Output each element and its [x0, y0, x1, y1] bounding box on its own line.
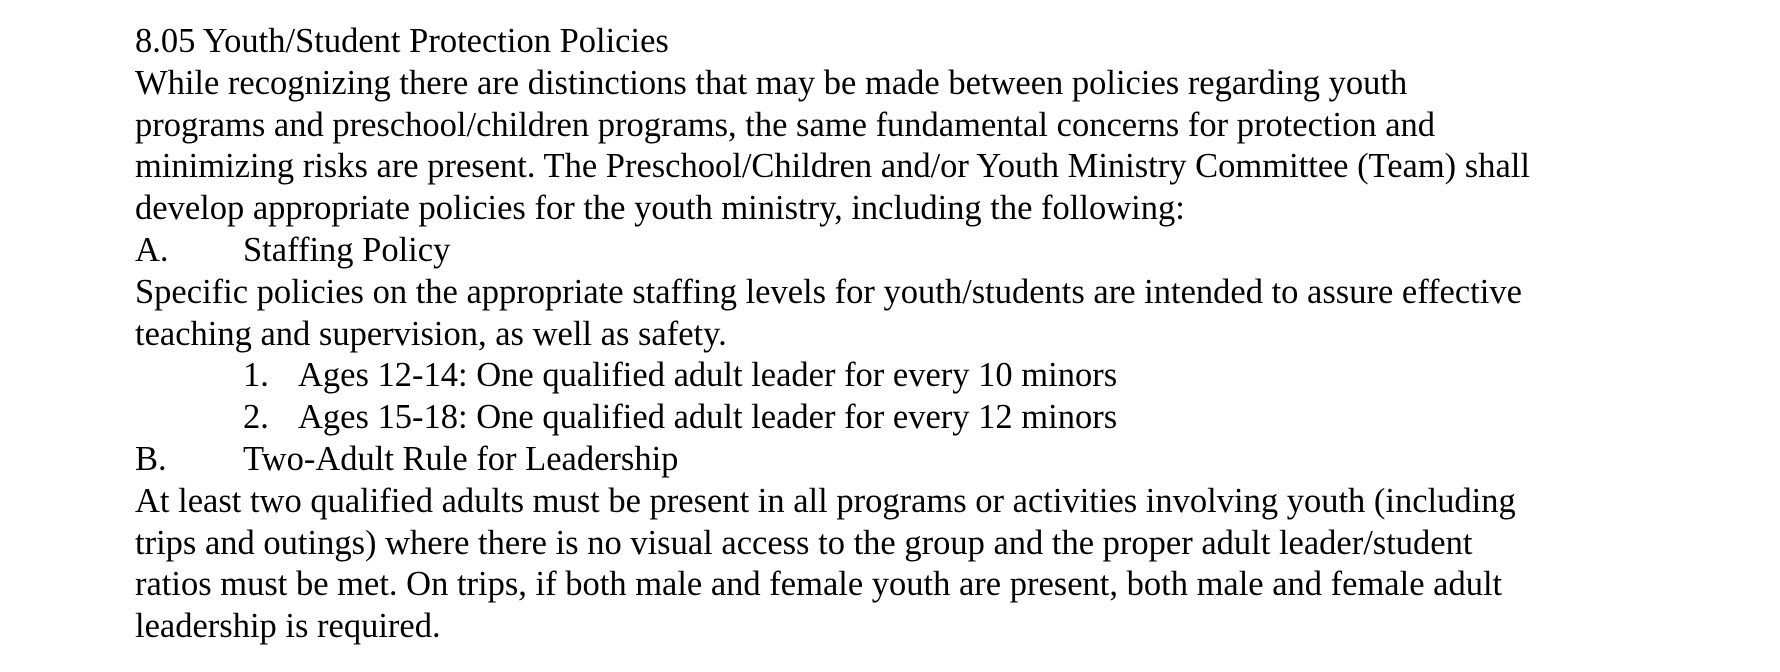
subsection-a-title: Staffing Policy	[243, 230, 451, 269]
subsection-b-letter: B.	[135, 439, 167, 478]
list-item	[135, 397, 1735, 439]
subsection-a-body-line: teaching and supervision, as well as safety.	[135, 314, 727, 353]
intro-line: develop appropriate policies for the youth ministry, including the following:	[135, 189, 1185, 228]
subsection-b-body-line: ratios must be met. On trips, if both male and female youth are present, both male and female adult	[135, 565, 1503, 604]
subsection-a-heading	[135, 230, 1735, 272]
subsection-b-body-line: At least two qualified adults must be present in all programs or activities involving youth (including	[135, 481, 1516, 520]
list-item	[135, 355, 1735, 397]
subsection-b-body-line: leadership is required.	[135, 607, 441, 646]
subsection-b-heading	[135, 439, 1735, 481]
list-item-text: Ages 12-14: One qualified adult leader for every 10 minors	[298, 356, 1118, 395]
list-item-text: Ages 15-18: One qualified adult leader for every 12 minors	[298, 398, 1118, 437]
list-item-number: 1.	[243, 356, 269, 395]
intro-line: minimizing risks are present. The Preschool/Children and/or Youth Ministry Committee (Team) shall	[135, 147, 1530, 186]
intro-line: programs and preschool/children programs, the same fundamental concerns for protection and	[135, 105, 1436, 144]
subsection-b-body-line: trips and outings) where there is no visual access to the group and the proper adult leader/student	[135, 523, 1473, 562]
list-item-number: 2.	[243, 398, 269, 437]
section-heading: 8.05 Youth/Student Protection Policies	[135, 22, 669, 60]
subsection-a-body-line: Specific policies on the appropriate staffing levels for youth/students are intended to assure effective	[135, 272, 1522, 311]
document-page	[135, 21, 1735, 648]
subsection-b-title: Two-Adult Rule for Leadership	[243, 439, 679, 478]
subsection-a-letter: A.	[135, 230, 169, 269]
intro-line: While recognizing there are distinctions that may be made between policies regarding youth	[135, 63, 1408, 102]
